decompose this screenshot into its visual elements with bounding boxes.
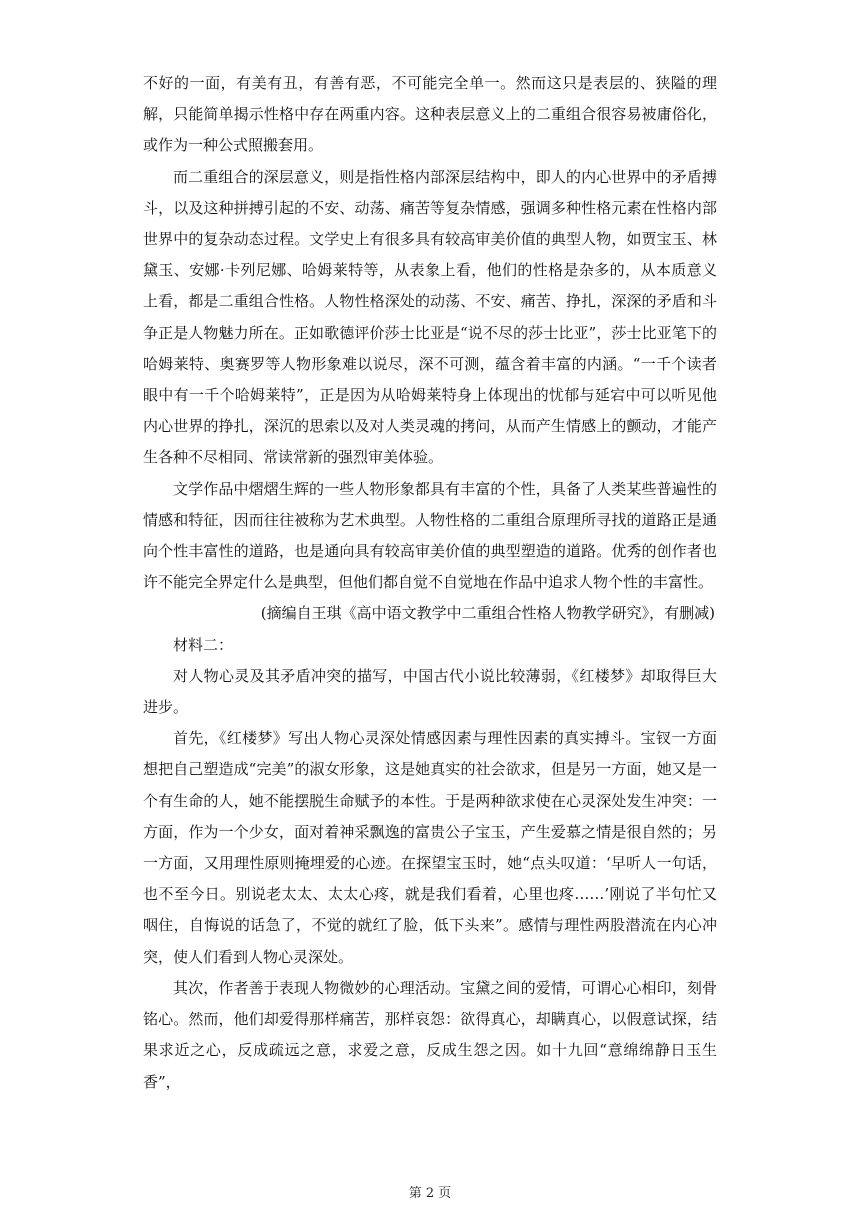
section-heading: 材料二： [173,635,234,654]
page-number: 第 2 页 [408,1186,452,1201]
paragraph: 而二重组合的深层意义，则是指性格内部深层结构中，即人的内心世界中的矛盾搏斗，以及这种拼搏引起的不安、动荡、痛苦等复杂情感，强调多种性格元素在性格内部世界中的复杂动态过程。文学史上有很多具有较高审美价值的典型人物，如贾宝玉、林黛玉、安娜·卡列尼娜、哈姆莱特等，从表象上看，他们的性格是杂多的，从本质意义上看，都是二重组合性格。人物性格深处的动荡、不安、痛苦、挣扎，深深的矛盾和斗争正是人物魅力所在。正如歌德评价莎士比亚是“说不尽的莎士比亚”，莎士比亚笔下的哈姆莱特、奥赛罗等人物形象难以说尽，深不可测，蕴含着丰富的内涵。“一千个读者眼中有一千个哈姆莱特”，正是因为从哈姆莱特身上体现出的忧郁与延宕中可以听见他内心世界的挣扎，深沉的思索以及对人类灵魂的拷问，从而产生情感上的颤动，才能产生各种不尽相同、常读常新的强烈审美体验。 [143,167,717,467]
paragraph: 首先，《红楼梦》写出人物心灵深处情感因素与理性因素的真实搏斗。宝钗一方面想把自己塑造成“完美”的淑女形象，这是她真实的社会欲求，但是另一方面，她又是一个有生命的人，她不能摆脱生命赋予的本性。于是两种欲求使在心灵深处发生冲突：一方面，作为一个少女，面对着神采飘逸的富贵公子宝玉，产生爱慕之情是很自然的；另一方面，又用理性原则掩埋爱的心迹。在探望宝玉时，她“点头叹道：‘早听人一句话，也不至今日。别说老太太、太太心疼，就是我们看着，心里也疼……’刚说了半句忙又咽住，自悔说的话急了，不觉的就红了脸，低下头来”。感情与理性两股潜流在内心冲突，使人们看到人物心灵深处。 [143,729,717,966]
paragraph: 不好的一面，有美有丑，有善有恶，不可能完全单一。然而这只是表层的、狭隘的理解，只能简单揭示性格中存在两重内容。这种表层意义上的二重组合很容易被庸俗化，或作为一种公式照搬套用。 [143,74,717,155]
paragraph: 对人物心灵及其矛盾冲突的描写，中国古代小说比较薄弱，《红楼梦》却取得巨大进步。 [143,666,717,717]
paragraph: 文学作品中熠熠生辉的一些人物形象都具有丰富的个性，具备了人类某些普遍性的情感和特征，因而往往被称为艺术典型。人物性格的二重组合原理所寻找的道路正是通向个性丰富性的道路，也是通向具有较高审美价值的典型塑造的道路。优秀的创作者也许不能完全界定什么是典型，但他们都自觉不自觉地在作品中追求人物个性的丰富性。 [143,479,717,592]
source-citation: (摘编自王琪《高中语文教学中二重组合性格人物教学研究》，有删减) [260,604,715,623]
paragraph: 其次，作者善于表现人物微妙的心理活动。宝黛之间的爱情，可谓心心相印，刻骨铭心。然而，他们却爱得那样痛苦，那样哀怨：欲得真心，却瞒真心，以假意试探，结果求近之心，反成疏远之意，求爱之意，反成生怨之因。如十九回“意绵绵静日玉生香”， [143,978,717,1091]
document-body [143,68,717,1098]
